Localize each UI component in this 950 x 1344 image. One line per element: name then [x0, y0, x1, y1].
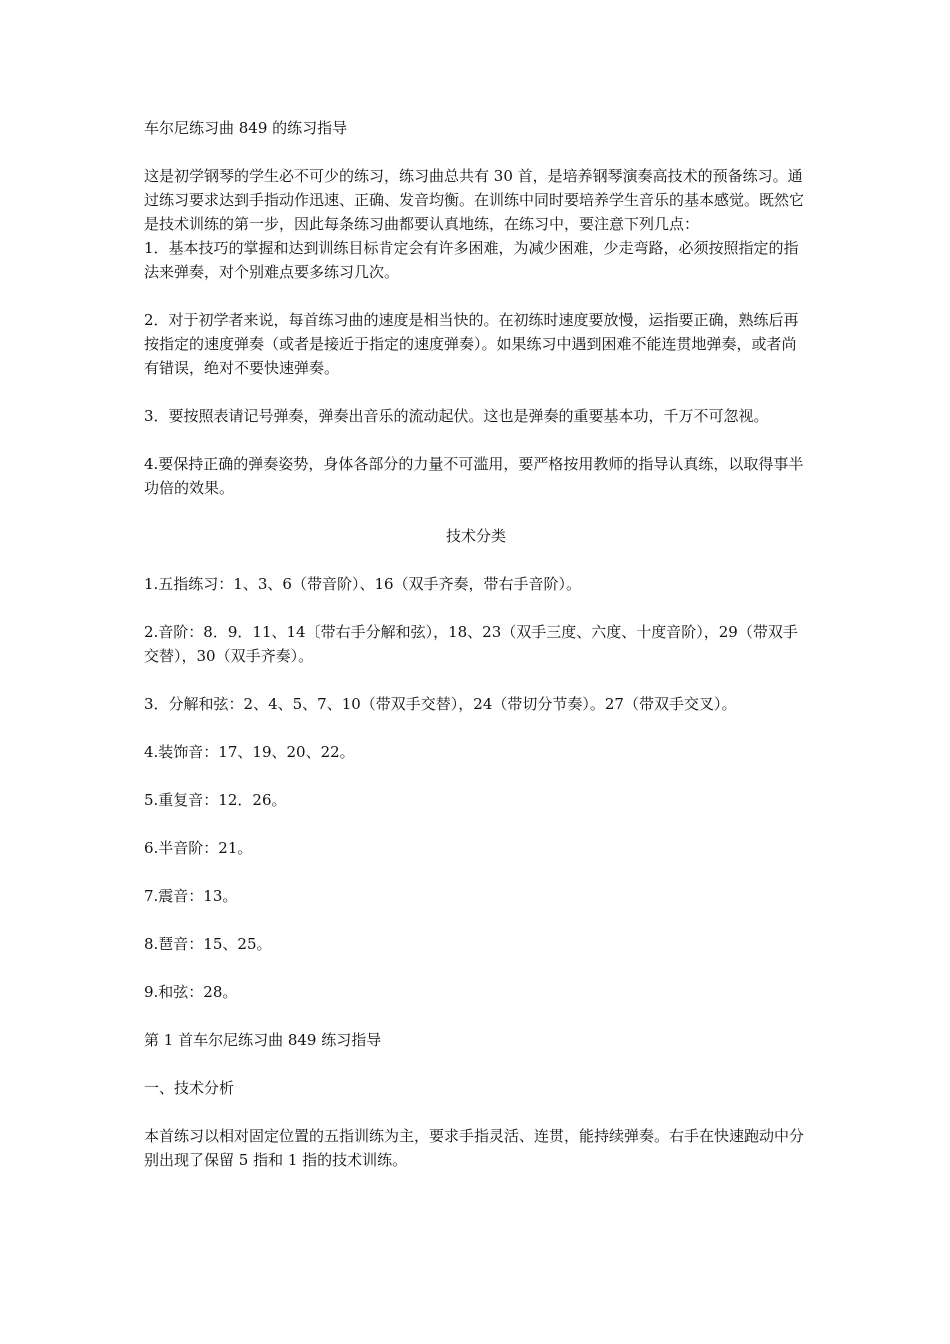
- subsection-title: 一、技术分析: [144, 1079, 235, 1097]
- category-7: 7.震音：13。: [144, 887, 238, 905]
- category-3: 3．分解和弦：2、4、5、7、10（带双手交替），24（带切分节奏）。27（带双手交叉）。: [144, 695, 737, 713]
- section-title: 第 1 首车尔尼练习曲 849 练习指导: [144, 1031, 382, 1049]
- category-6: 6.半音阶：21。: [144, 839, 253, 857]
- point-3: 3．要按照表请记号弹奏，弹奏出音乐的流动起伏。这也是弹奏的重要基本功，千万不可忽视。: [144, 407, 769, 425]
- point-1: 1．基本技巧的掌握和达到训练目标肯定会有许多困难，为减少困难，少走弯路，必须按照指定的指法来弹奏，对个别难点要多练习几次。: [144, 239, 799, 281]
- category-1: 1.五指练习：1、3、6（带音阶）、16（双手齐奏，带右手音阶）。: [144, 575, 582, 593]
- document-page: [144, 116, 808, 1172]
- point-4: 4.要保持正确的弹奏姿势，身体各部分的力量不可滥用，要严格按用教师的指导认真练，以取得事半功倍的效果。: [144, 455, 804, 497]
- category-5: 5.重复音：12．26。: [144, 791, 287, 809]
- category-4: 4.装饰音：17、19、20、22。: [144, 743, 355, 761]
- category-9: 9.和弦：28。: [144, 983, 238, 1001]
- analysis-paragraph: 本首练习以相对固定位置的五指训练为主，要求手指灵活、连贯，能持续弹奏。右手在快速跑动中分别出现了保留 5 指和 1 指的技术训练。: [144, 1127, 805, 1169]
- document-title: 车尔尼练习曲 849 的练习指导: [144, 119, 348, 137]
- category-heading: 技术分类: [445, 527, 506, 545]
- intro-paragraph: 这是初学钢琴的学生必不可少的练习，练习曲总共有 30 首，是培养钢琴演奏高技术的预备练习。通过练习要求达到手指动作迅速、正确、发音均衡。在训练中同时要培养学生音乐的基本感觉。既然它是技术训练的第一步，因此每条练习曲都要认真地练，在练习中，要注意下列几点：: [144, 167, 805, 233]
- category-8: 8.琶音：15、25。: [144, 935, 272, 953]
- category-2: 2.音阶：8．9．11、14〔带右手分解和弦），18、23（双手三度、六度、十度音阶），29（带双手交替），30（双手齐奏）。: [144, 623, 798, 665]
- point-2: 2．对于初学者来说，每首练习曲的速度是相当快的。在初练时速度要放慢，运指要正确，熟练后再按指定的速度弹奏（或者是接近于指定的速度弹奏）。如果练习中遇到困难不能连贯地弹奏，或者尚有错误，绝对不要快速弹奏。: [144, 311, 799, 377]
